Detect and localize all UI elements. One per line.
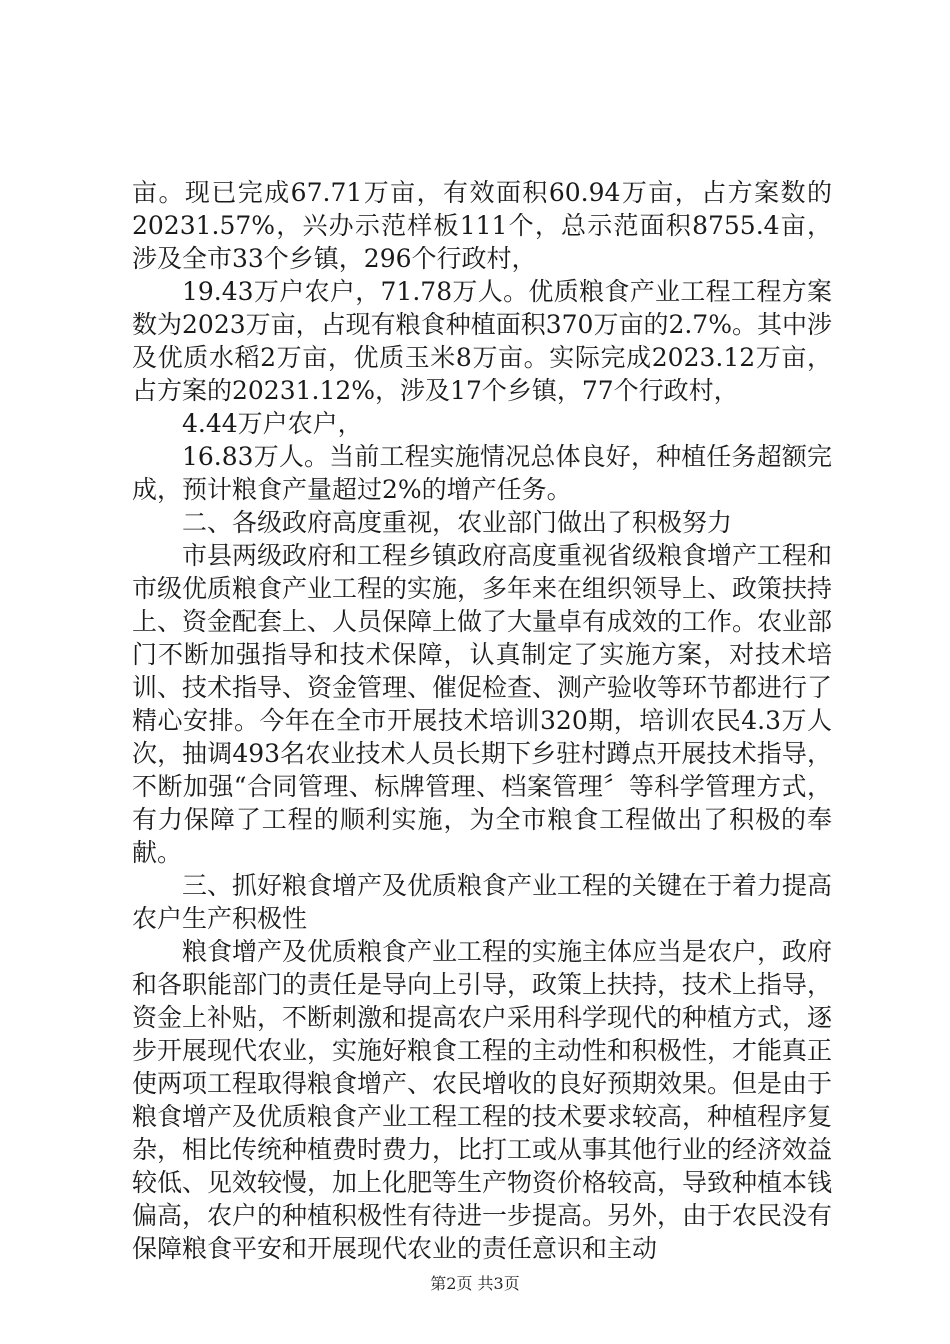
paragraph-1: 亩。现已完成67.71万亩，有效面积60.94万亩，占方案数的20231.57%，兴办示范样板111个，总示范面积8755.4亩，涉及全市33个乡镇，296个行政村， [132, 178, 832, 273]
section-heading-3: 三、抓好粮食增产及优质粮食产业工程的关键在于着力提高农户生产积极性 [132, 871, 833, 933]
paragraph-3: 4.44万户农户， [182, 409, 363, 438]
paragraph-6: 粮食增产及优质粮食产业工程的实施主体应当是农户，政府和各职能部门的责任是导向上引导，政策上扶持，技术上指导，资金上补贴，不断刺激和提高农户采用科学现代的种植方式，逐步开展现代农业，实施好粮食工程的主动性和积极性，才能真正使两项工程取得粮食增产、农民增收的良好预期效果。但是由于粮食增产及优质粮食产业工程工程的技术要求较高，种植程序复杂，相比传统种植费时费力，比打工或从事其他行业的经济效益较低、见效较慢，加上化肥等生产物资价格较高，导致种植本钱偏高，农户的种植积极性有待进一步提高。另外，由于农民没有保障粮食平安和开展现代农业的责任意识和主动 [132, 937, 833, 1263]
paragraph-5: 市县两级政府和工程乡镇政府高度重视省级粮食增产工程和市级优质粮食产业工程的实施，多年来在组织领导上、政策扶持上、资金配套上、人员保障上做了大量卓有成效的工作。农业部门不断加强指导和技术保障，认真制定了实施方案，对技术培训、技术指导、资金管理、催促检查、测产验收等环节都进行了精心安排。今年在全市开展技术培训320期，培训农民4.3万人次，抽调493名农业技术人员长期下乡驻村蹲点开展技术指导，不断加强“合同管理、标牌管理、档案管理〞等科学管理方式，有力保障了工程的顺利实施，为全市粮食工程做出了积极的奉献。 [132, 541, 833, 867]
document-body [132, 176, 832, 1265]
paragraph-2: 19.43万户农户，71.78万人。优质粮食产业工程工程方案数为2023万亩，占现有粮食种植面积370万亩的2.7%。其中涉及优质水稻2万亩，优质玉米8万亩。实际完成2023.12万亩，占方案的20231.12%，涉及17个乡镇，77个行政村， [132, 277, 832, 405]
page-number-footer: 第2页 共3页 [430, 1274, 520, 1293]
section-heading-2: 二、各级政府高度重视，农业部门做出了积极努力 [182, 508, 733, 537]
paragraph-4: 16.83万人。当前工程实施情况总体良好，种植任务超额完成，预计粮食产量超过2%的增产任务。 [132, 442, 832, 504]
